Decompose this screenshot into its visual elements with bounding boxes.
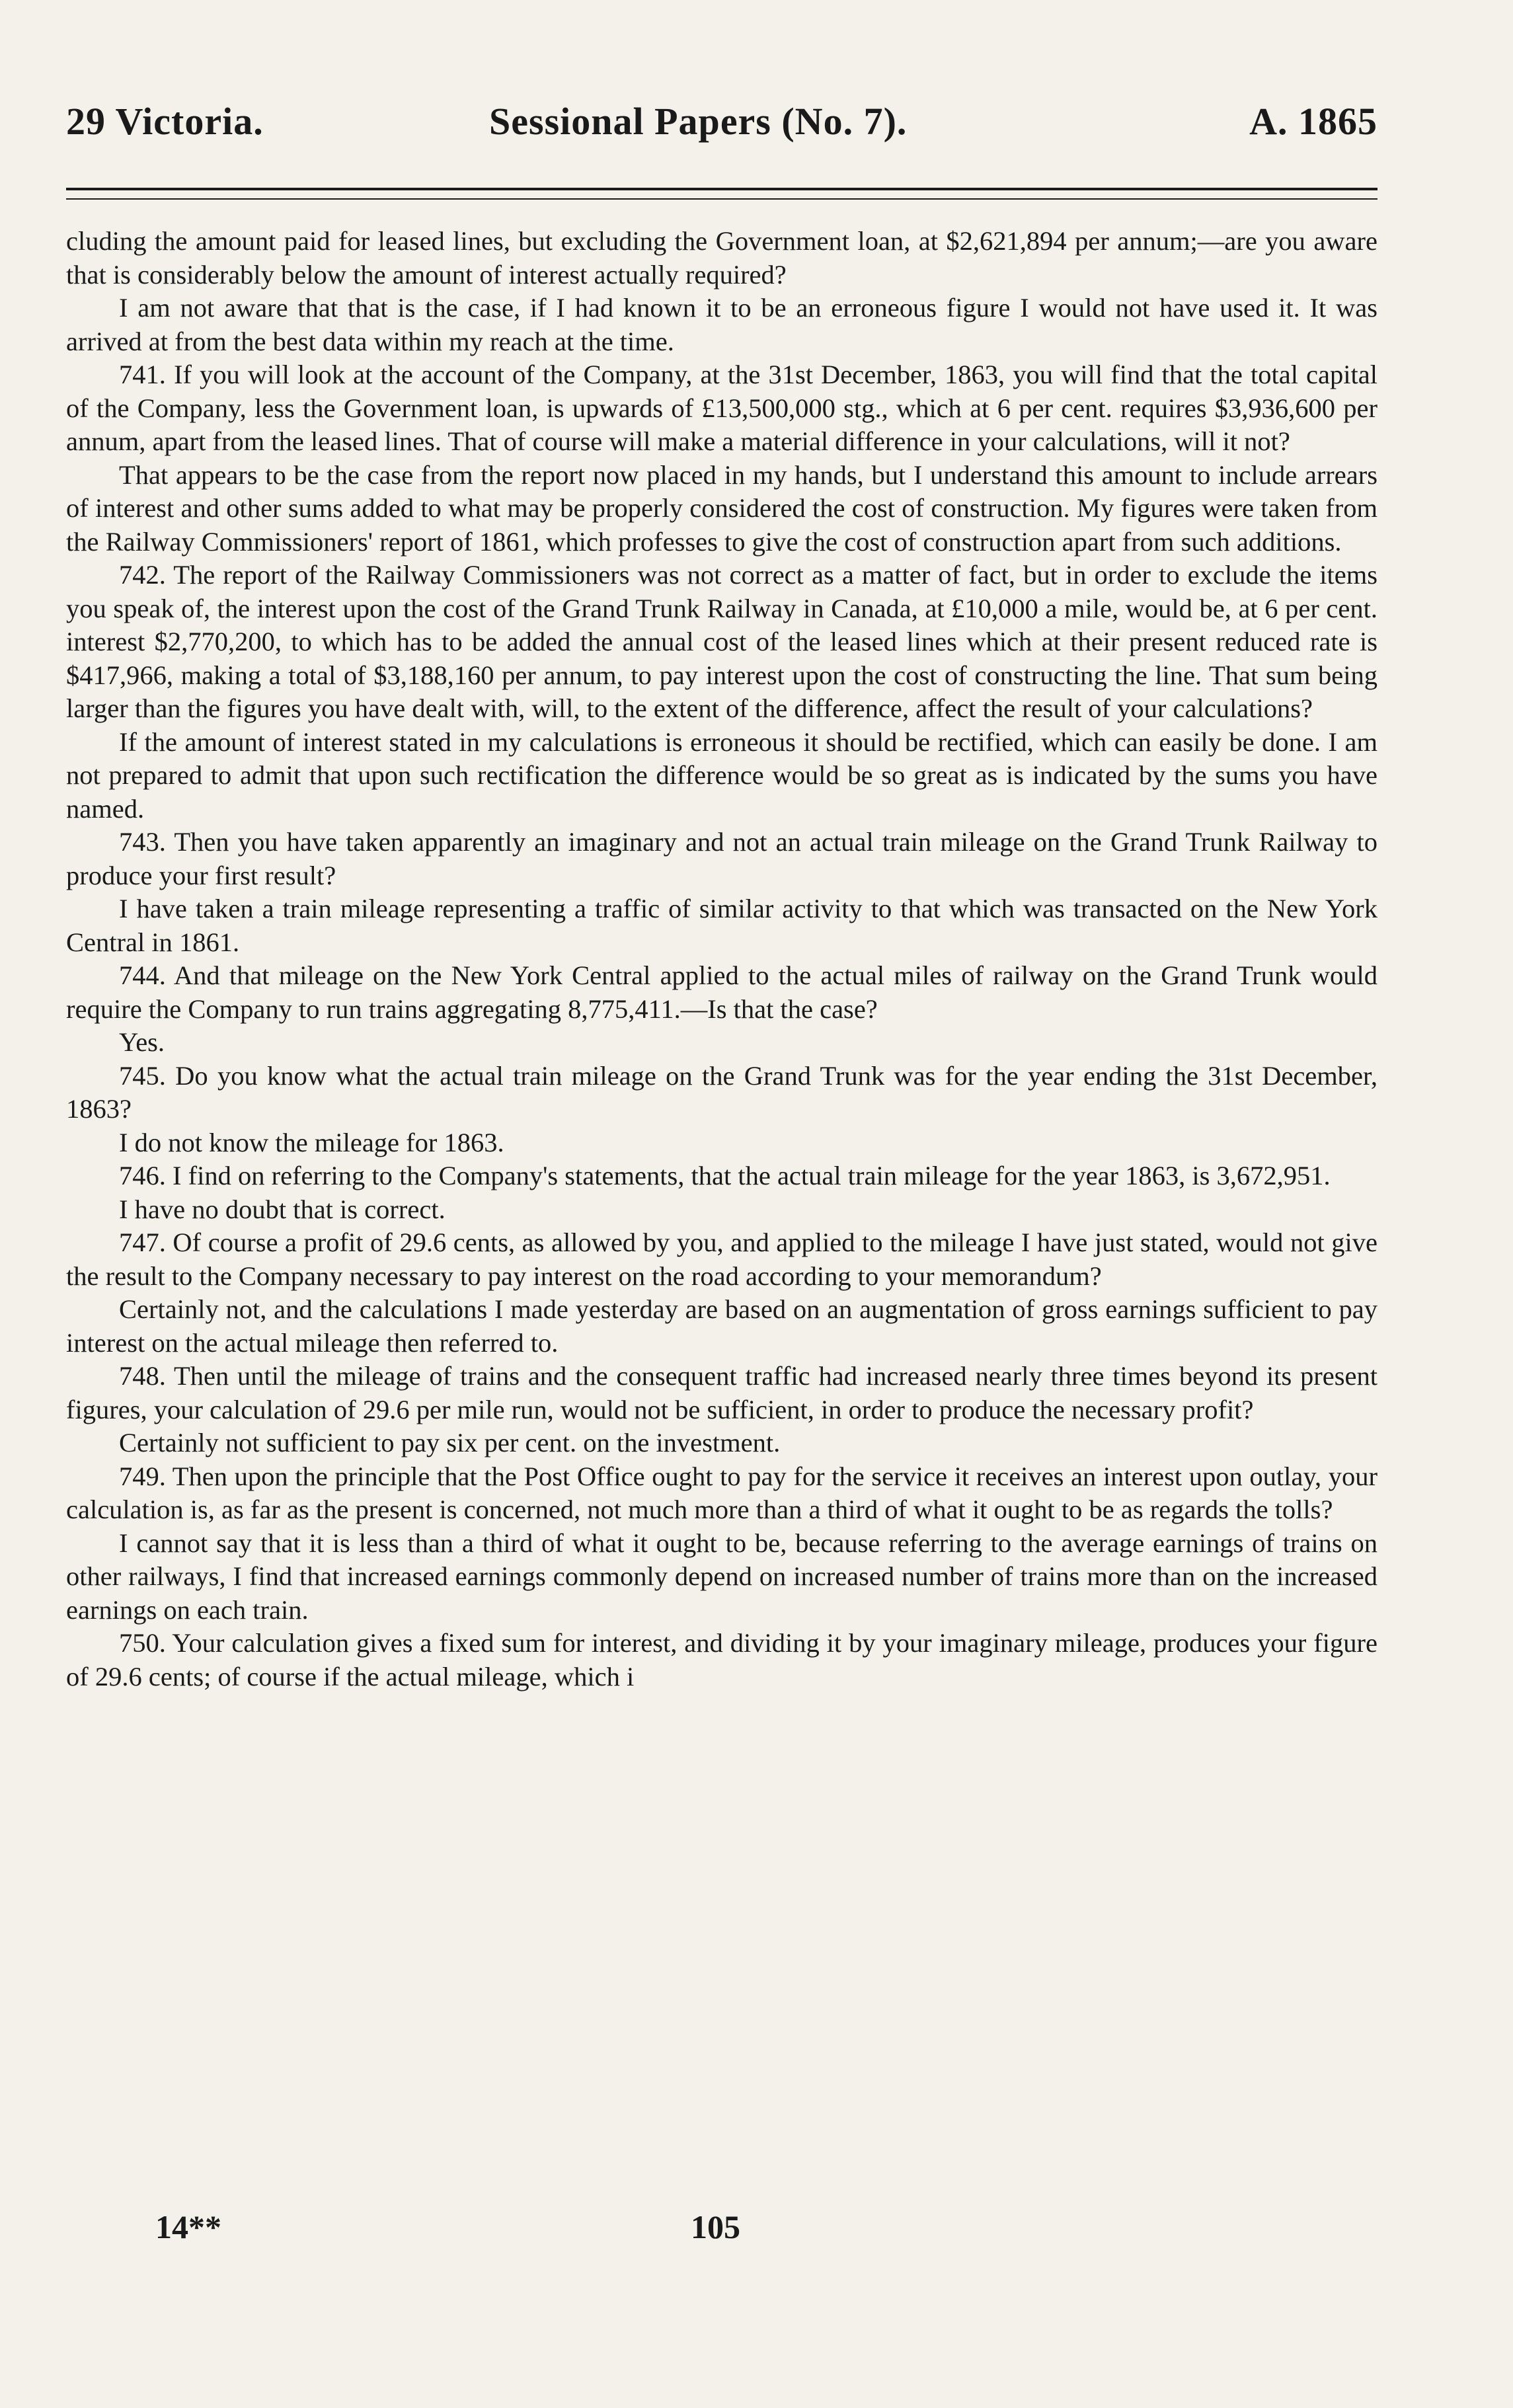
paragraph: 745. Do you know what the actual train mileage on the Grand Trunk was for the year ending the 31st December, 1863? — [66, 1060, 1377, 1124]
paragraph: Certainly not sufficient to pay six per cent. on the investment. — [119, 1428, 781, 1457]
header-volume: 29 Victoria. — [66, 100, 264, 143]
page-number: 105 — [691, 2208, 740, 2245]
page-footer — [0, 2208, 1513, 2254]
header-rule-thick — [66, 188, 1377, 190]
paragraph: I am not aware that that is the case, if I had known it to be an erroneous figure I would not have used it. It was arrived at from the best data within my reach at the time. — [66, 293, 1377, 356]
paragraph: 741. If you will look at the account of the Company, at the 31st December, 1863, you will find that the total capital of the Company, less the Government loan, is upwards of £13,500,000 stg., which at 6 per cent. requires $3,936,600 per annum, apart from the leased lines. That of course will make a material difference in your calculations, will it not? — [66, 360, 1377, 456]
paragraph: I do not know the mileage for 1863. — [119, 1127, 504, 1157]
paragraph: 746. I find on referring to the Company's statements, that the actual train mileage for the year 1863, is 3,672,951. — [119, 1161, 1331, 1190]
paragraph: 743. Then you have taken apparently an imaginary and not an actual train mileage on the Grand Trunk Railway to produce your first result? — [66, 827, 1377, 890]
header-rule-thin — [66, 198, 1377, 200]
paragraph: Certainly not, and the calculations I made yesterday are based on an augmentation of gross earnings sufficient to pay interest on the actual mileage then referred to. — [66, 1294, 1377, 1358]
paragraph: 742. The report of the Railway Commissioners was not correct as a matter of fact, but in order to exclude the items you speak of, the interest upon the cost of the Grand Trunk Railway in Canada, at £10,000 a mile, would be, at 6 per cent. interest $2,770,200, to which has to be added the annual cost of the leased lines which at their present reduced rate is $417,966, making a total of $3,188,160 per annum, to pay interest upon the cost of constructing the line. That sum being larger than the figures you have dealt with, will, to the extent of the difference, affect the result of your calculations? — [66, 560, 1377, 723]
paragraph: 748. Then until the mileage of trains and the consequent traffic had increased nearly three times beyond its present figures, your calculation of 29.6 per mile run, would not be sufficient, in order to produce the necessary profit? — [66, 1361, 1377, 1424]
paragraph: cluding the amount paid for leased lines, but excluding the Government loan, at $2,621,894 per annum;—are you aware that is considerably below the amount of interest actually required? — [66, 226, 1377, 290]
paragraph: I have no doubt that is correct. — [119, 1194, 446, 1224]
paragraph: I have taken a train mileage representing a traffic of similar activity to that which was transacted on the New York Central in 1861. — [66, 894, 1377, 957]
paragraph: 747. Of course a profit of 29.6 cents, as allowed by you, and applied to the mileage I have just stated, would not give the result to the Company necessary to pay interest on the road according to your memorandum? — [66, 1227, 1377, 1291]
header-year: A. 1865 — [1249, 100, 1377, 143]
header-title: Sessional Papers (No. 7). — [489, 100, 908, 143]
paragraph: 750. Your calculation gives a fixed sum for interest, and dividing it by your imaginary mileage, produces your figure of 29.6 cents; of course if the actual mileage, which i — [66, 1628, 1377, 1691]
body-text — [66, 225, 1377, 1693]
paragraph: That appears to be the case from the report now placed in my hands, but I understand this amount to include arrears of interest and other sums added to what may be properly considered the cost of construction. My figures were taken from the Railway Commissioners' report of 1861, which professes to give the cost of construction apart from such additions. — [66, 459, 1377, 557]
running-header — [66, 99, 1377, 152]
paragraph: I cannot say that it is less than a third of what it ought to be, because referring to the average earnings of trains on other railways, I find that increased earnings commonly depend on increased number of trains more than on the increased earnings on each train. — [66, 1528, 1377, 1625]
paragraph: Yes. — [119, 1027, 165, 1057]
signature-mark: 14** — [155, 2208, 221, 2245]
paragraph: 749. Then upon the principle that the Post Office ought to pay for the service it receives an interest upon outlay, your calculation is, as far as the present is concerned, not much more than a third of what it ought to be as regards the tolls? — [66, 1461, 1377, 1524]
paragraph: 744. And that mileage on the New York Central applied to the actual miles of railway on the Grand Trunk would require the Company to run trains aggregating 8,775,411.—Is that the case? — [66, 960, 1377, 1024]
paragraph: If the amount of interest stated in my calculations is erroneous it should be rectified, which can easily be done. I am not prepared to admit that upon such rectification the difference would be so great as is indicated by the sums you have named. — [66, 726, 1377, 824]
